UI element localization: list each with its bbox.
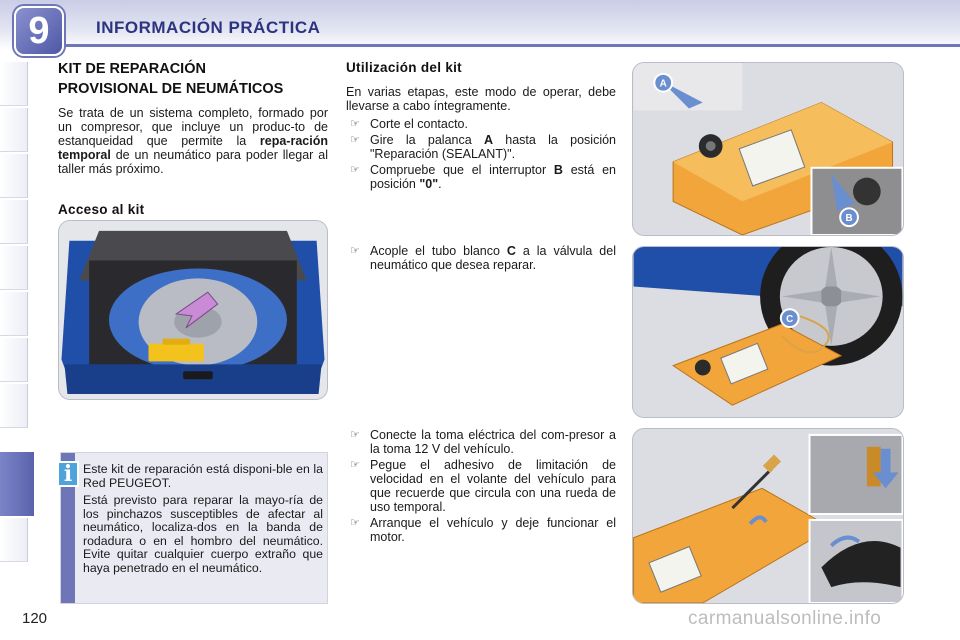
callout-b-label: B bbox=[845, 213, 853, 225]
pointing-hand-icon: ☞ bbox=[350, 134, 360, 146]
pointing-hand-icon: ☞ bbox=[350, 245, 360, 257]
pointing-hand-icon: ☞ bbox=[350, 429, 360, 441]
step-item: ☞ Corte el contacto. bbox=[350, 117, 468, 131]
pointing-hand-icon: ☞ bbox=[350, 517, 360, 529]
chapter-tabs bbox=[0, 62, 28, 592]
access-title: Acceso al kit bbox=[58, 202, 145, 217]
compressor-controls-illustration bbox=[632, 62, 904, 236]
chapter-tab[interactable] bbox=[0, 154, 28, 198]
trunk-illustration bbox=[58, 220, 328, 400]
step-item: ☞ Arranque el vehículo y deje funcionar el motor. bbox=[350, 516, 616, 544]
step-item: ☞ Acople el tubo blanco C a la válvula del neumático que desea reparar. bbox=[350, 244, 616, 272]
page-number: 120 bbox=[22, 610, 48, 627]
kit-intro: Se trata de un sistema completo, formado por un compresor, que incluye un produc-to de estanqueidad que permite la repa-ración temporal de un neumático para poder llegar al taller más próximo. bbox=[58, 106, 328, 176]
chapter-tab-active[interactable] bbox=[0, 452, 34, 516]
pointing-hand-icon: ☞ bbox=[350, 118, 360, 130]
info-paragraph-2: Está previsto para reparar la mayo-ría de los pinchazos susceptibles de afectar al neumático, localiza-dos en la banda de rodadura o en el hombro del neumático. Evite quitar cualquier cuerpo extraño que haya penetrado en el neumático. bbox=[83, 493, 323, 575]
steps-group-2 bbox=[346, 244, 616, 272]
tyre-hose-image bbox=[633, 247, 903, 417]
chapter-badge: 9 bbox=[14, 6, 64, 56]
steps-group-1 bbox=[346, 117, 616, 191]
page-title: INFORMACIÓN PRÁCTICA bbox=[96, 18, 321, 37]
steps-group-3 bbox=[346, 428, 616, 544]
chapter-tab[interactable] bbox=[0, 200, 28, 244]
steps-group-2-wrap bbox=[346, 244, 616, 274]
step-item: ☞ Pegue el adhesivo de limitación de velocidad en el volante del vehículo para que recuerde que circula con una rueda de uso temporal. bbox=[350, 458, 616, 514]
chapter-tab[interactable] bbox=[0, 292, 28, 336]
chapter-tab[interactable] bbox=[0, 246, 28, 290]
step-item: ☞ Compruebe que el interruptor B está en posición "0". bbox=[350, 163, 616, 191]
chapter-tab[interactable] bbox=[0, 518, 28, 562]
info-text bbox=[83, 463, 323, 579]
step-item: ☞ Gire la palanca A hasta la posición "Reparación (SEALANT)". bbox=[350, 133, 616, 161]
kit-title-line1: KIT DE REPARACIÓN bbox=[58, 61, 206, 77]
callout-c-label: C bbox=[786, 314, 794, 326]
kit-column bbox=[58, 60, 328, 217]
trunk-image bbox=[59, 221, 327, 399]
socket-steering-illustration bbox=[632, 428, 904, 604]
usage-column bbox=[346, 60, 616, 193]
compressor-controls-image bbox=[633, 63, 903, 235]
chapter-tab[interactable] bbox=[0, 108, 28, 152]
chapter-tab[interactable] bbox=[0, 384, 28, 428]
info-paragraph-1: Este kit de reparación está disponi-ble en la Red PEUGEOT. bbox=[83, 462, 323, 490]
chapter-tab[interactable] bbox=[0, 338, 28, 382]
header-rule bbox=[60, 44, 960, 47]
info-box bbox=[60, 452, 328, 604]
usage-title: Utilización del kit bbox=[346, 60, 462, 75]
info-icon: i bbox=[57, 461, 79, 487]
usage-intro: En varias etapas, este modo de operar, debe llevarse a cabo íntegramente. bbox=[346, 85, 616, 113]
tyre-hose-illustration bbox=[632, 246, 904, 418]
pointing-hand-icon: ☞ bbox=[350, 164, 360, 176]
watermark: carmanualsonline.info bbox=[688, 608, 882, 629]
kit-title-line2: PROVISIONAL DE NEUMÁTICOS bbox=[58, 81, 284, 97]
callout-a-label: A bbox=[659, 78, 667, 90]
pointing-hand-icon: ☞ bbox=[350, 459, 360, 471]
socket-steering-image bbox=[633, 429, 903, 603]
step-item: ☞ Conecte la toma eléctrica del com-presor a la toma 12 V del vehículo. bbox=[350, 428, 616, 456]
steps-group-3-wrap bbox=[346, 428, 616, 546]
chapter-tab[interactable] bbox=[0, 62, 28, 106]
